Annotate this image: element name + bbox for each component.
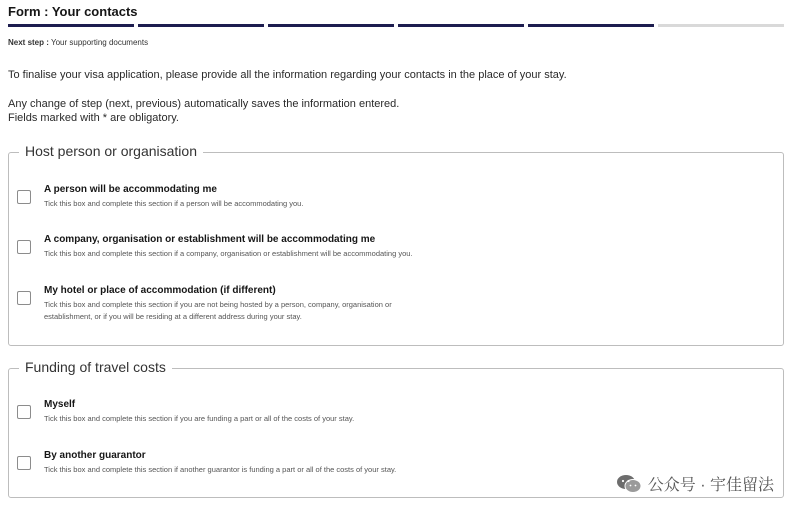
checkbox-hotel-accommodation[interactable]: [17, 291, 31, 305]
page-title: Form : Your contacts: [8, 4, 138, 19]
autosave-info: [8, 97, 399, 125]
progress-step-6: [658, 24, 784, 27]
checkbox-company-accommodating[interactable]: [17, 240, 31, 254]
progress-step-5: [528, 24, 654, 27]
next-step-value: Your supporting documents: [50, 38, 149, 47]
option-help-line-2: establishment, or if you will be residing at a different address during your stay.: [44, 312, 302, 321]
wechat-icon: [616, 474, 642, 494]
option-label: My hotel or place of accommodation (if different): [44, 285, 276, 296]
host-fieldset: [8, 143, 784, 346]
option-help: Tick this box and complete this section if another guarantor is funding a part or all of the costs of your stay.: [44, 465, 397, 474]
progress-step-2: [138, 24, 264, 27]
option-label: Myself: [44, 399, 76, 410]
host-legend: Host person or organisation: [19, 143, 203, 159]
option-help: Tick this box and complete this section if you are funding a part or all of the costs of your stay.: [44, 414, 355, 423]
option-label: A person will be accommodating me: [44, 184, 217, 195]
watermark-text: 公众号 · 宇佳留法: [647, 477, 774, 494]
progress-step-3: [268, 24, 394, 27]
option-label: By another guarantor: [44, 450, 146, 461]
progress-bar: [0, 24, 800, 28]
option-help: [44, 299, 392, 323]
option-label: A company, organisation or establishment will be accommodating me: [44, 234, 376, 245]
form-header: [0, 0, 800, 36]
progress-step-4: [398, 24, 524, 27]
next-step-info: [8, 38, 148, 47]
progress-step-1: [8, 24, 134, 27]
option-help: Tick this box and complete this section if a person will be accommodating you.: [44, 199, 304, 208]
next-step-label: Next step :: [8, 38, 49, 47]
checkbox-funding-guarantor[interactable]: [17, 456, 31, 470]
autosave-text: Any change of step (next, previous) automatically saves the information entered.: [8, 98, 400, 110]
funding-legend: Funding of travel costs: [19, 359, 172, 375]
watermark: [616, 472, 774, 495]
intro-text: To finalise your visa application, please provide all the information regarding your contacts in the place of your stay.: [8, 69, 567, 81]
option-help-line-1: Tick this box and complete this section if you are not being hosted by a person, company, organisation or: [44, 300, 392, 309]
option-help: Tick this box and complete this section if a company, organisation or establishment will be accommodating you.: [44, 249, 413, 258]
checkbox-person-accommodating[interactable]: [17, 190, 31, 204]
required-fields-text: Fields marked with * are obligatory.: [8, 112, 179, 124]
checkbox-funding-myself[interactable]: [17, 405, 31, 419]
